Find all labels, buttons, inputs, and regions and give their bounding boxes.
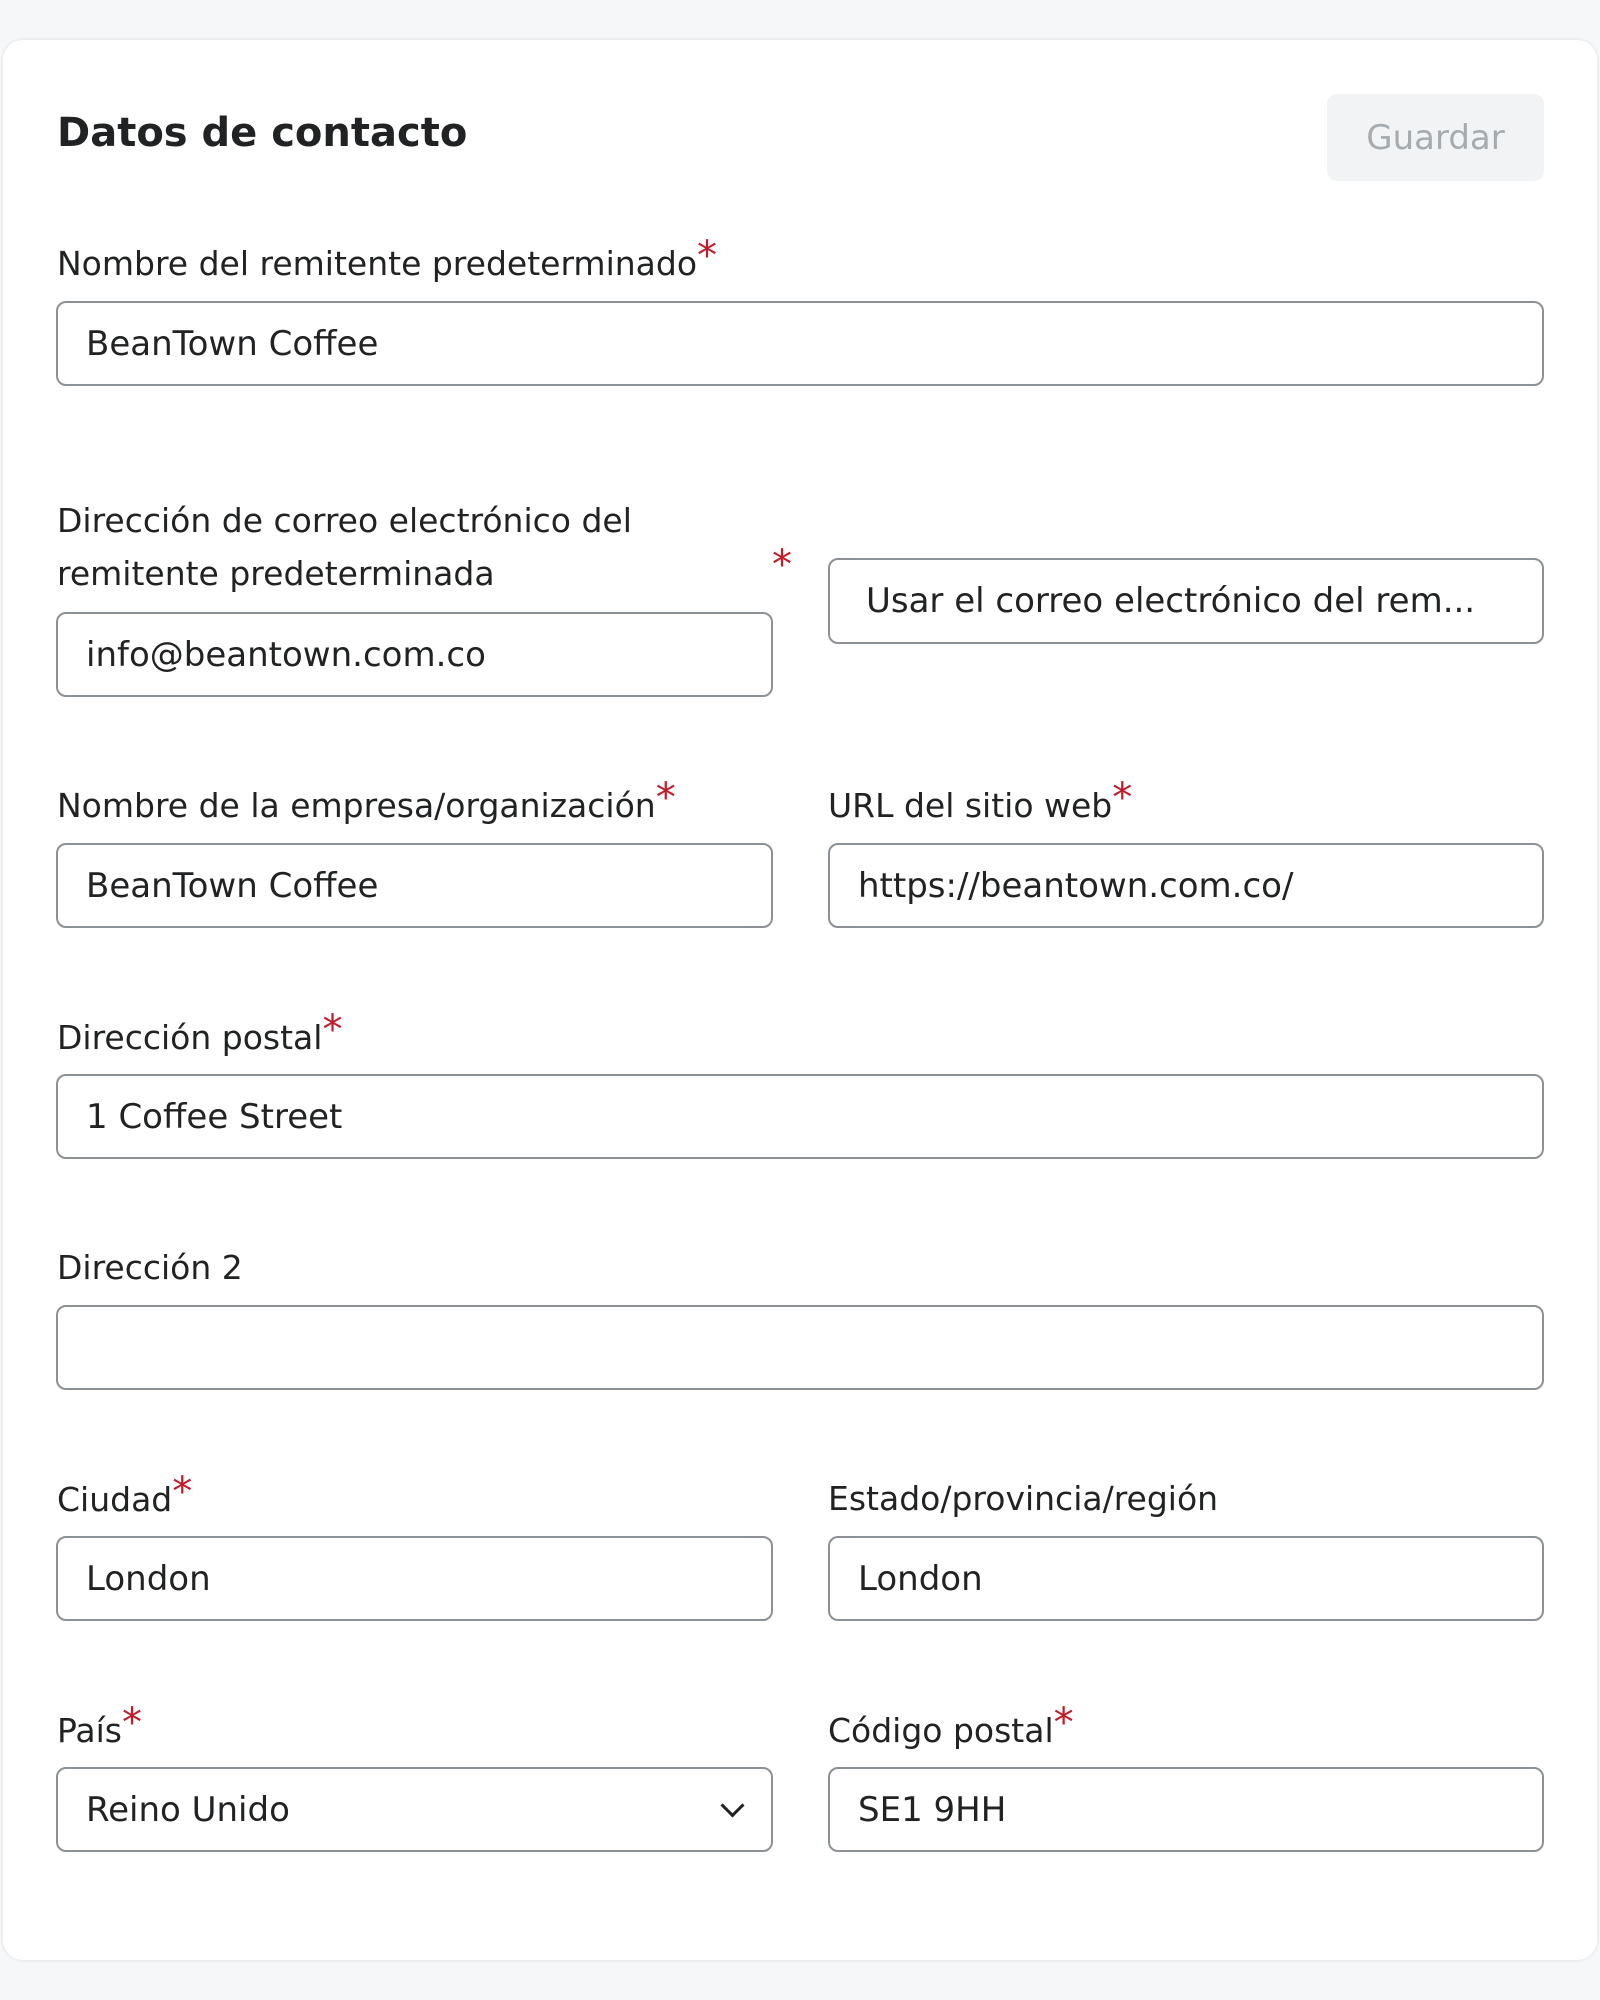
required-icon: * <box>172 1469 193 1515</box>
save-button[interactable]: Guardar <box>1327 94 1544 181</box>
required-icon: * <box>1112 775 1133 821</box>
sender-email-label-line1: Dirección de correo electrónico del <box>57 501 632 540</box>
city-input[interactable]: London <box>56 1536 773 1621</box>
required-icon: * <box>1053 1700 1074 1746</box>
page-title: Datos de contacto <box>57 110 468 156</box>
postal-code-input[interactable]: SE1 9HH <box>828 1767 1544 1852</box>
company-input[interactable]: BeanTown Coffee <box>56 843 773 928</box>
sender-email-label-line2: remitente predeterminada <box>57 554 495 593</box>
required-icon: * <box>322 1007 343 1053</box>
address1-label: Dirección postal* <box>57 1007 343 1057</box>
required-icon: * <box>655 775 676 821</box>
state-label: Estado/provincia/región <box>828 1479 1219 1518</box>
sender-name-label: Nombre del remitente predeterminado* <box>57 233 718 283</box>
state-input[interactable]: London <box>828 1536 1544 1621</box>
address2-input[interactable] <box>56 1305 1544 1390</box>
country-select[interactable] <box>56 1767 773 1852</box>
address1-input[interactable]: 1 Coffee Street <box>56 1074 1544 1159</box>
chevron-down-icon <box>720 1793 744 1817</box>
sender-name-input[interactable]: BeanTown Coffee <box>56 301 1544 386</box>
use-sender-email-button[interactable]: Usar el correo electrónico del rem... <box>828 558 1544 644</box>
sender-email-input[interactable]: info@beantown.com.co <box>56 612 773 697</box>
country-label: País* <box>57 1700 143 1750</box>
country-value: Reino Unido <box>86 1789 290 1830</box>
website-label: URL del sitio web* <box>828 775 1133 825</box>
website-input[interactable]: https://beantown.com.co/ <box>828 843 1544 928</box>
required-icon: * <box>122 1700 143 1746</box>
address2-label: Dirección 2 <box>57 1248 243 1287</box>
postal-code-label: Código postal* <box>828 1700 1074 1750</box>
required-icon: * <box>772 542 792 588</box>
required-icon: * <box>697 233 718 279</box>
company-label: Nombre de la empresa/organización* <box>57 775 676 825</box>
city-label: Ciudad* <box>57 1469 193 1519</box>
